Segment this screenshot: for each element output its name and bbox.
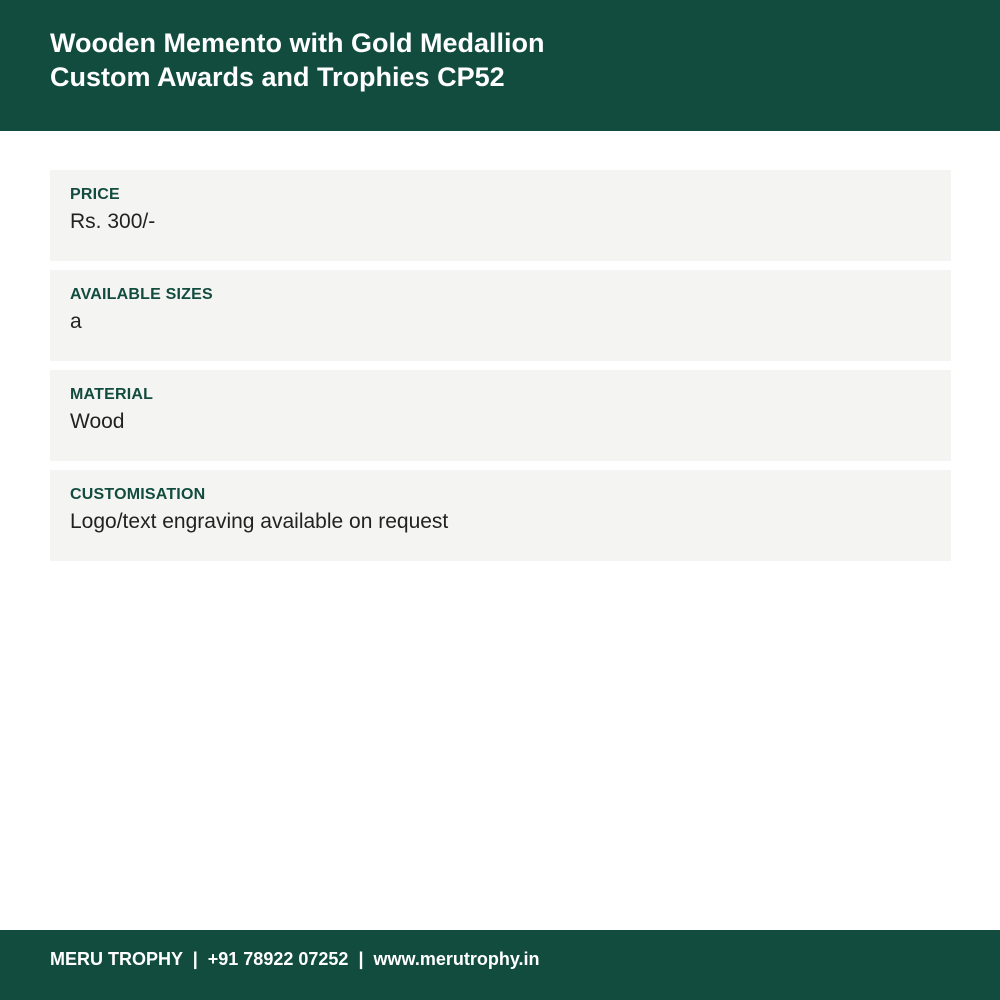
detail-card-sizes [50, 270, 951, 361]
customisation-label: CUSTOMISATION [70, 486, 206, 503]
product-details [50, 170, 951, 570]
product-title-line-1: Wooden Memento with Gold Medallion [50, 28, 545, 58]
detail-card-customisation [50, 470, 951, 561]
material-value: Wood [70, 410, 125, 433]
detail-card-price [50, 170, 951, 261]
price-value: Rs. 300/- [70, 210, 156, 233]
footer-separator: | [192, 949, 198, 969]
page-header [0, 0, 1000, 131]
price-label: PRICE [70, 186, 120, 203]
footer-separator: | [358, 949, 364, 969]
footer-phone[interactable]: +91 78922 07252 [207, 949, 349, 969]
footer-brand: MERU TROPHY [50, 949, 183, 969]
material-label: MATERIAL [70, 386, 154, 403]
product-title-line-2: Custom Awards and Trophies CP52 [50, 62, 505, 92]
customisation-value: Logo/text engraving available on request [70, 510, 449, 533]
page-footer [0, 930, 1000, 1000]
footer-contact-line [50, 948, 540, 970]
footer-website-link[interactable]: www.merutrophy.in [373, 949, 540, 969]
sizes-label: AVAILABLE SIZES [70, 286, 213, 303]
detail-card-material [50, 370, 951, 461]
sizes-value: a [70, 310, 82, 333]
